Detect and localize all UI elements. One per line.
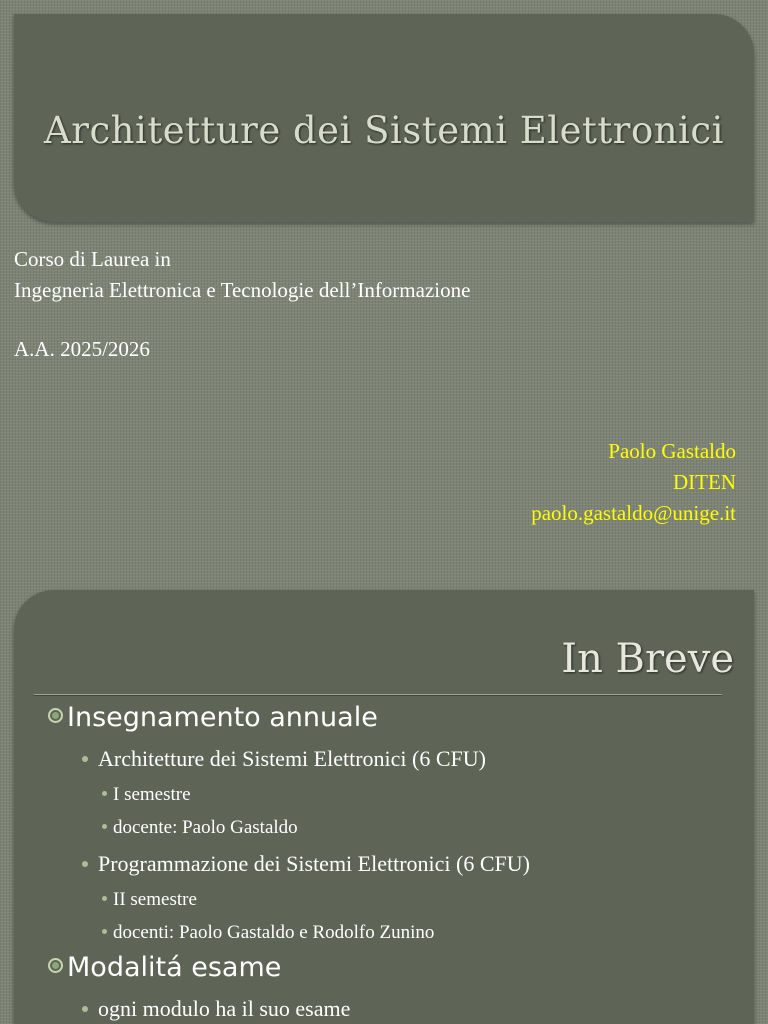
bullet-item: Programmazione dei Sistemi Elettronici (6 CFU)	[82, 851, 530, 877]
slide-title-text: Architetture dei Sistemi Elettronici	[44, 109, 724, 152]
bullet-item: docente: Paolo Gastaldo	[102, 817, 298, 839]
slide-in-breve	[0, 584, 768, 1024]
dot-bullet-icon	[82, 756, 88, 762]
slide-heading: In Breve	[561, 636, 734, 682]
bullet-item: II semestre	[102, 889, 197, 911]
dot-bullet-icon	[102, 791, 107, 796]
author-block	[531, 436, 736, 529]
dot-bullet-icon	[102, 929, 107, 934]
department: DITEN	[673, 470, 736, 494]
dot-bullet-icon	[82, 1006, 88, 1012]
bullet-item: Insegnamento annuale	[48, 702, 378, 733]
dot-bullet-icon	[102, 896, 107, 901]
course-line-1: Corso di Laurea in	[14, 247, 171, 271]
academic-year: A.A. 2025/2026	[14, 337, 150, 361]
bullet-item: I semestre	[102, 784, 191, 806]
bullet-item: ogni modulo ha il suo esame	[82, 996, 350, 1022]
bullet-list	[0, 584, 768, 1024]
author-email: paolo.gastaldo@unige.it	[531, 501, 736, 525]
author-name: Paolo Gastaldo	[608, 439, 736, 463]
dot-bullet-icon	[102, 824, 107, 829]
bullet-item: docenti: Paolo Gastaldo e Rodolfo Zunino	[102, 922, 434, 944]
course-line-2: Ingegneria Elettronica e Tecnologie dell’Informazione	[14, 278, 471, 302]
course-info	[14, 244, 470, 306]
circle-bullet-icon	[48, 958, 63, 973]
circle-bullet-icon	[48, 708, 63, 723]
title-panel	[14, 14, 754, 222]
bullet-item: Modalitá esame	[48, 952, 281, 983]
dot-bullet-icon	[82, 861, 88, 867]
bullet-item: Architetture dei Sistemi Elettronici (6 CFU)	[82, 746, 486, 772]
